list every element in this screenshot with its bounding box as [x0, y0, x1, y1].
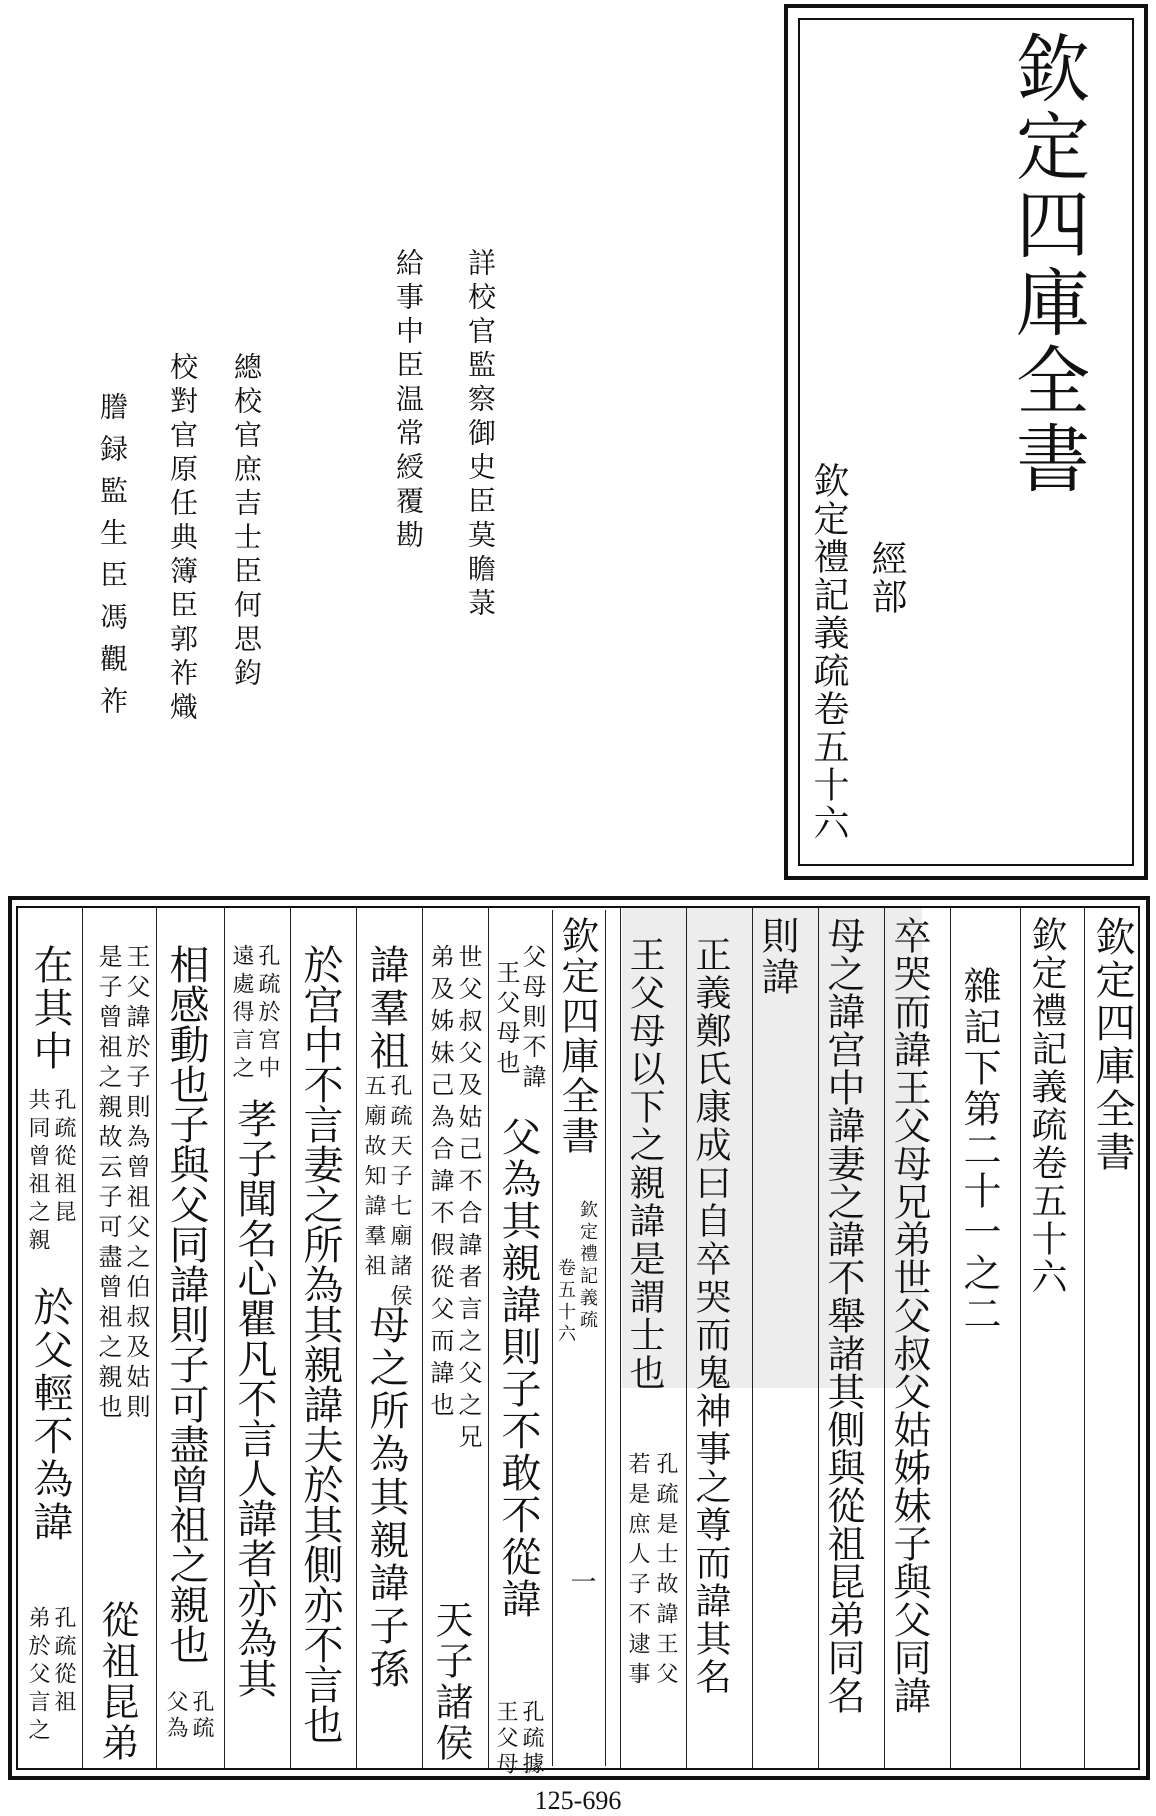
text-column-8b: 母之所為其親諱子孫: [363, 1304, 409, 1691]
text-column-11: 相感動也子與父同諱則子可盡曾祖之親也: [163, 944, 209, 1664]
column-rule: [818, 908, 819, 1768]
commentary-10a: 孔疏於宫中: [255, 944, 280, 1084]
column-rule: [1084, 908, 1085, 1768]
cover-category: 經部: [866, 540, 907, 616]
text-column-12: 從祖昆弟: [95, 1600, 139, 1764]
commentary-5a: 孔疏是士故諱王父: [653, 1452, 678, 1692]
column-rule: [620, 908, 621, 1768]
text-column-13: 在其中: [27, 944, 73, 1073]
chapter-heading: 雜記下第二十一之二: [957, 966, 1001, 1335]
commentary-13c: 孔疏從祖: [51, 1606, 76, 1718]
commentary-7b: 弟及姊妹己為合諱不假從父而諱也: [426, 944, 454, 1424]
credit-line-1: 詳校官監察御史臣莫瞻菉: [464, 248, 497, 622]
text-column-2: 母之諱宫中諱妻之諱不舉諸其側與從祖昆弟同名: [821, 916, 865, 1714]
column-rule: [224, 908, 225, 1768]
column-rule: [488, 908, 489, 1768]
column-rule: [1020, 908, 1021, 1768]
text-column-9: 於宫中不言妻之所為其親諱夫於其側亦不言也: [297, 944, 343, 1744]
column-rule: [950, 908, 951, 1768]
text-column-8: 諱羣祖: [363, 944, 409, 1073]
commentary-8b: 五廟故知諱羣祖: [361, 1074, 386, 1284]
column-rule: [82, 908, 83, 1768]
text-column-3: 則諱: [755, 916, 799, 998]
commentary-11b: 父為: [163, 1690, 188, 1742]
page-footer-number: 125-696: [534, 1786, 622, 1815]
fold-volume: 卷五十六: [555, 1258, 576, 1346]
commentary-12b: 是子曾祖之親故云子可盡曾祖之親也: [94, 944, 122, 1424]
commentary-8a: 孔疏天子七廟諸侯: [387, 1074, 412, 1314]
text-column-5: 王父母以下之親諱是謂士也: [624, 936, 665, 1392]
credit-line-2: 給事中臣温常綬覆勘: [392, 248, 425, 554]
fold-title: 欽定四庫全書: [555, 916, 599, 1156]
cover-title: 欽定四庫全書: [1004, 30, 1090, 498]
text-column-1: 卒哭而諱王父母兄弟世父叔父姑姊妹子與父同諱: [887, 916, 931, 1714]
column-rule: [156, 908, 157, 1768]
text-column-13b: 於父輕不為諱: [27, 1286, 73, 1544]
text-column-6: 父為其親諱則子不敢不從諱: [495, 1116, 541, 1620]
credit-line-3: 總校官庶吉士臣何思鈞: [230, 352, 263, 692]
text-column-10: 孝子聞名心瞿凡不言人諱者亦為其: [231, 1098, 277, 1698]
commentary-12a: 王父諱於子則為曾祖父之伯叔及姑則: [122, 944, 150, 1424]
column-rule: [686, 908, 687, 1768]
header-book-volume: 欽定禮記義疏卷五十六: [1026, 916, 1067, 1296]
fold-book-title: 欽定禮記義疏: [577, 1200, 598, 1332]
commentary-13d: 弟於父言之: [25, 1606, 50, 1746]
commentary-5b: 若是庶人子不逮事: [625, 1452, 650, 1692]
cover-book-title: 欽定禮記義疏卷五十六: [808, 462, 849, 842]
commentary-11a: 孔疏: [189, 1690, 214, 1742]
header-title: 欽定四庫全書: [1089, 916, 1135, 1174]
text-column-7: 天子諸侯: [429, 1600, 473, 1764]
commentary-6d: 王父母: [493, 1700, 518, 1778]
column-rule: [290, 908, 291, 1768]
commentary-6c: 孔疏據: [519, 1700, 544, 1778]
commentary-13b: 共同曾祖之親: [25, 1088, 50, 1256]
column-rule: [356, 908, 357, 1768]
credit-line-4: 校對官原任典簿臣郭祚熾: [166, 352, 199, 726]
column-rule: [752, 908, 753, 1768]
column-rule: [884, 908, 885, 1768]
commentary-7a: 世父叔父及姑己不合諱者言之父之兄: [454, 944, 482, 1456]
credit-line-5: 謄録監生臣馮觀祚: [96, 392, 129, 728]
commentary-13a: 孔疏從祖昆: [51, 1088, 76, 1228]
commentary-6a: 父母則不諱: [518, 944, 546, 1094]
commentary-10b: 遠處得言之: [229, 944, 254, 1084]
commentary-6b: 王父母也: [492, 960, 520, 1080]
column-rule: [422, 908, 423, 1768]
text-column-4: 正義鄭氏康成曰自卒哭而鬼神事之尊而諱其名: [690, 936, 731, 1696]
fold-page-number: 一: [566, 1568, 596, 1594]
